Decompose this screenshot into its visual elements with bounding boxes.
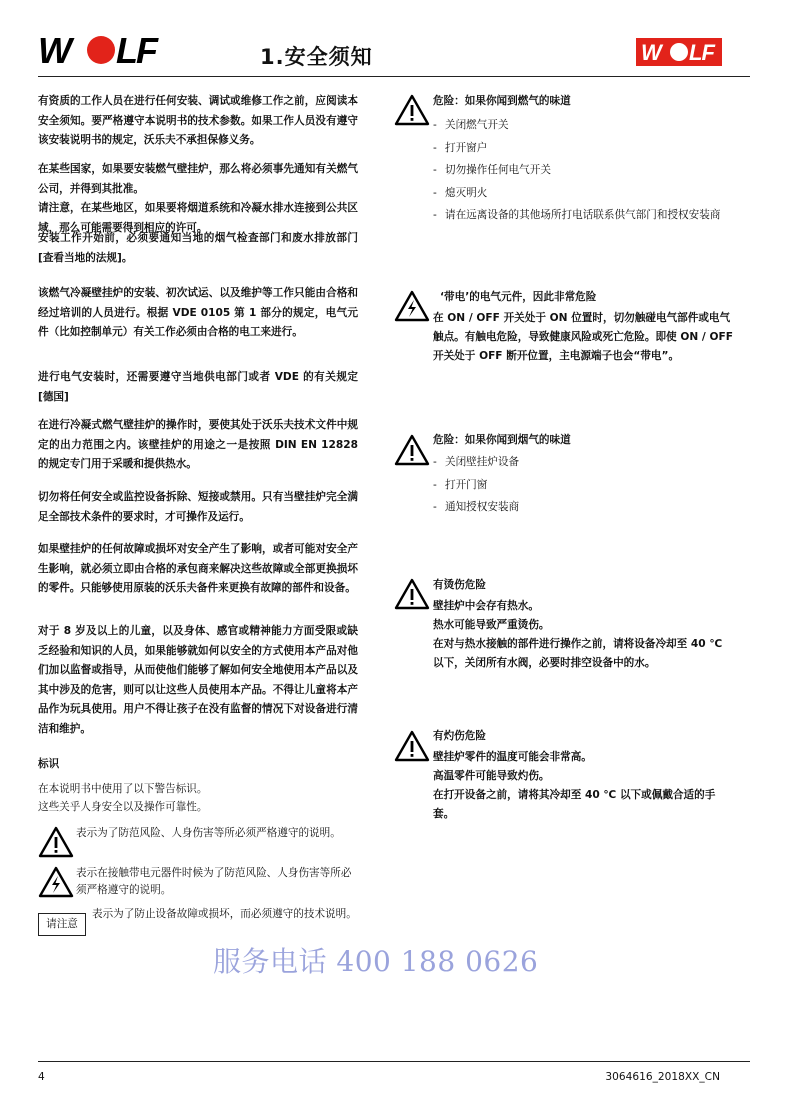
symbols-heading: 标识 xyxy=(38,758,60,770)
document-id: 3064616_2018XX_CN xyxy=(605,1071,720,1083)
gas-action-list xyxy=(433,116,733,229)
svg-text:W: W xyxy=(641,40,661,65)
service-hotline-watermark: 服务电话 400 188 0626 xyxy=(213,945,539,978)
footer-divider xyxy=(38,1061,750,1062)
legend-warning-text: 表示为了防范风险、人身伤害等所必须严格遵守的说明。 xyxy=(76,827,341,839)
safety-devices-paragraph: 切勿将任何安全或监控设备拆除、短接或禁用。只有当壁挂炉完全满足全部技术条件的要求时，才可操作及运行。 xyxy=(38,491,358,523)
list-item: - 打开窗户 xyxy=(433,141,488,154)
intro-paragraph: 有资质的工作人员在进行任何安装、调试或维修工作之前，应阅读本安全须知。要严格遵守本说明书的技术参数。如果工作人员没有遵守该安装说明书的规定，沃乐夫不承担保修义务。 xyxy=(38,95,358,146)
permit-paragraph: 请注意，在某些地区，如果要将烟道系统和冷凝水排水连接到公共区域，那么可能需要得到相应的许可。 xyxy=(38,202,358,234)
symbols-intro-2: 这些关乎人身安全以及操作可靠性。 xyxy=(38,801,208,813)
symbols-intro-1: 在本说明书中使用了以下警告标识。 xyxy=(38,783,208,795)
children-paragraph: 对于 8 岁及以上的儿童，以及身体、感官或精神能力方面受限或缺乏经验和知识的人员，如果能够就如何以安全的方式使用本产品对他们加以监督或指导，从而使他们能够了解如何安全地使用本产品以及其中涉及的危害，则可以让这些人员使用本产品。不得让儿童将本产品作为玩具使用。用户不得让孩子在没有监督的情况下对设备进行清洁和维护。 xyxy=(38,625,358,735)
burn-warning-icon xyxy=(394,730,430,762)
burn-heading: 有灼伤危险 xyxy=(433,730,486,742)
list-item: - 请在远离设备的其他场所打电话联系供气部门和授权安装商 xyxy=(433,209,721,221)
flue-action-list xyxy=(433,453,733,521)
list-item: - 关闭壁挂炉设备 xyxy=(433,456,520,468)
wolf-logo xyxy=(38,30,172,70)
electric-warning-icon xyxy=(394,290,430,322)
page-number: 4 xyxy=(38,1071,45,1083)
svg-text:W: W xyxy=(38,30,71,70)
scald-heading: 有烫伤危险 xyxy=(433,579,486,591)
list-item: - 切勿操作任何电气开关 xyxy=(433,164,551,176)
legend-notice-text: 表示为了防止设备故障或损坏，而必须遵守的技术说明。 xyxy=(92,908,357,920)
header-divider xyxy=(38,76,750,77)
flue-warning-icon xyxy=(394,434,430,466)
list-item: - 关闭燃气开关 xyxy=(433,119,509,131)
flue-heading: 危险：如果你闻到烟气的味道 xyxy=(433,434,571,446)
legend-electric-text: 表示在接触带电元器件时候为了防范风险、人身伤害等所必须严格遵守的说明。 xyxy=(76,867,352,896)
wolf-logo-small xyxy=(636,38,722,66)
burn-text: 壁挂炉零件的温度可能会非常高。 高温零件可能导致灼伤。 在打开设备之前，请将其冷却至 40 ℃ 以下或佩戴合适的手套。 xyxy=(433,751,716,820)
notify-paragraph: 安装工作开始前，必须要通知当地的烟气检查部门和废水排放部门[查看当地的法规]。 xyxy=(38,232,358,264)
warning-triangle-icon xyxy=(38,826,74,858)
gas-heading: 危险：如果你闻到燃气的味道 xyxy=(433,95,571,107)
svg-text:LF: LF xyxy=(689,40,714,65)
scald-warning-icon xyxy=(394,578,430,610)
scald-text: 壁挂炉中会存有热水。 热水可能导致严重烫伤。 在对与热水接触的部件进行操作之前，请将设备冷却至 40 ℃ 以下，关闭所有水阀，必要时排空设备中的水。 xyxy=(433,600,723,669)
svg-text:LF: LF xyxy=(116,30,156,70)
notice-label-box: 请注意 xyxy=(38,913,86,936)
operation-paragraph: 在进行冷凝式燃气壁挂炉的操作时，要使其处于沃乐夫技术文件中规定的出力范围之内。该壁挂炉的用途之一是按照 DIN EN 12828 的规定专门用于采暖和提供热水。 xyxy=(38,419,358,470)
page-title: 1.安全须知 xyxy=(260,45,373,69)
list-item: - 通知授权安装商 xyxy=(433,501,520,513)
live-heading: ‘带电’的电气元件，因此非常危险 xyxy=(440,291,597,303)
list-item: - 熄灭明火 xyxy=(433,186,488,199)
gas-company-paragraph: 在某些国家，如果要安装燃气壁挂炉，那么将必须事先通知有关燃气公司，并得到其批准。 xyxy=(38,163,358,195)
gas-warning-icon xyxy=(394,94,430,126)
fault-paragraph: 如果壁挂炉的任何故障或损坏对安全产生了影响，或者可能对安全产生影响，就必须立即由合格的承包商来解决这些故障或全部更换损坏的零件。只能够使用原装的沃乐夫备件来更换有故障的部件和设备。 xyxy=(38,543,358,594)
electrical-paragraph: 进行电气安装时，还需要遵守当地供电部门或者 VDE 的有关规定[德国] xyxy=(38,371,358,403)
installation-paragraph: 该燃气冷凝壁挂炉的安装、初次试运、以及维护等工作只能由合格和经过培训的人员进行。根据 VDE 0105 第 1 部分的规定，电气元件（比如控制单元）有关工作必须由合格的电工来进行。 xyxy=(38,287,358,338)
live-text: 在 ON / OFF 开关处于 ON 位置时，切勿触碰电气部件或电气触点。有触电危险，导致健康风险或死亡危险。即使 ON / OFF 开关处于 OFF 断开位置，主电源端子也会“带电”。 xyxy=(433,312,733,362)
list-item: - 打开门窗 xyxy=(433,478,488,491)
electric-hazard-icon xyxy=(38,866,74,898)
